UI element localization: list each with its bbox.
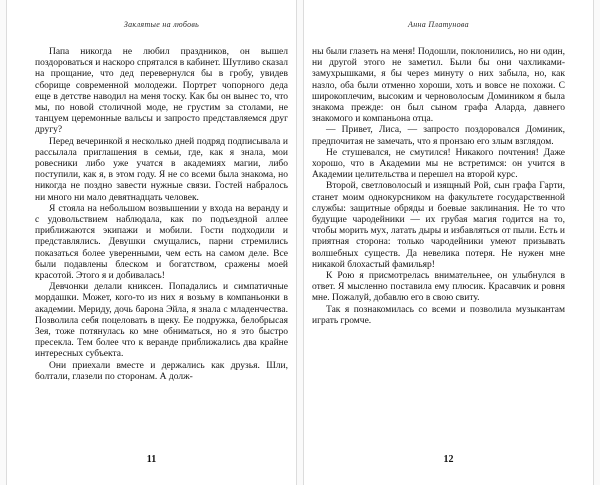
page-right: [303, 0, 594, 485]
page-number-right: 12: [443, 454, 454, 465]
paragraph: Перед вечеринкой я несколько дней подряд подписывала и рассылала приглашения в семьи, где, как я знала, мои ровесники либо уже учатся в академиях магии, либо поступили, как я, в этом году. Я не со всеми была знакома, но никогда не поздно завести нужные связи. Гостей набралось ни много ни мало девятнадцать человек.: [35, 136, 288, 203]
paragraph: — Привет, Лиса, — запросто поздоровался Доминик, предпочитая не замечать, что я пронзаю его злым взглядом.: [312, 125, 565, 147]
page-left: [6, 0, 297, 485]
paragraph: Папа никогда не любил праздников, он вышел поздороваться и наскоро спрятался в кабинет. Шутливо сказал на прощание, что дед перевернулся бы в гробу, увидев сборище современной молодежи. Портрет чопорного деда еще в детстве наводил на меня тоску. Как бы он вынес то, что мы, по новой столичной моде, не грустим за столами, не танцуем церемонные вальсы и запросто представляемся друг другу?: [35, 47, 288, 136]
paragraph: Так я познакомилась со всеми и позволила музыкантам играть громче.: [312, 304, 565, 326]
paragraph: Я стояла на небольшом возвышении у входа на веранду и с удовольствием наблюдала, как по подъездной аллее приближаются экипажи и мобили. Гости подходили и представлялись. Девушки смущались, парни стремились показаться более уверенными, чем есть на самом деле. Все были подавлены блеском и богатством, сражены моей красотой. Этого я и добивалась!: [35, 203, 288, 282]
page-body-left: [35, 47, 288, 383]
paragraph: ны были глазеть на меня! Подошли, поклонились, но ни один, ни другой этого не заметил. Были бы они чахликами-замухрышками, я бы через минуту о них забыла, но, как назло, оба были отменно хороши, хоть и вовсе не похожи. С широкоплечим, высоким и черноволосым Домиником я была знакома прежде: он был сыном графа Аларда, давнего знакомого и компаньона отца.: [312, 47, 565, 125]
page-body-right: [312, 47, 565, 327]
paragraph: Второй, светловолосый и изящный Рой, сын графа Гарти, станет моим однокурсником на факультете государственной службы: защитные обряды и боевые заклинания. Не то что будущие чародейники — их грубая магия годится на то, чтобы морить мух, латать дыры и избавляться от пыли. Есть и приятная сторона: только чародейники умеют призывать волшебных существ. Да невелика потеря. Не нужен мне никакой блохастый фамильяр!: [312, 181, 565, 270]
paragraph: Не стушевался, не смутился! Никакого почтения! Даже хорошо, что в Академии мы не встретимся: он учится в Академии целительства и перешел на второй курс.: [312, 147, 565, 181]
paragraph: Они приехали вместе и держались как друзья. Шли, болтали, глазели по сторонам. А долж-: [35, 360, 288, 382]
page-number-left: 11: [146, 454, 157, 465]
running-head-right: Анна Платунова: [408, 20, 469, 29]
paragraph: К Рою я присмотрелась внимательнее, он улыбнулся в ответ. Я мысленно поставила ему плюсик. Красавчик и ровня мне. Пожалуй, добавлю его в свою свиту.: [312, 271, 565, 304]
running-head-left: Заклятые на любовь: [123, 20, 200, 29]
paragraph: Девчонки делали книксен. Попадались и симпатичные мордашки. Может, кого-то из них я возьму в компаньонки в академии. Мериду, дочь барона Эйла, я знала с младенчества. Позволила себя поцеловать в щеку. Ее подружка, белобрысая Зея, тоже потянулась ко мне обниматься, но я это быстро пресекла. Тем более что к веранде приближались два крайне интересных субъекта.: [35, 282, 288, 360]
